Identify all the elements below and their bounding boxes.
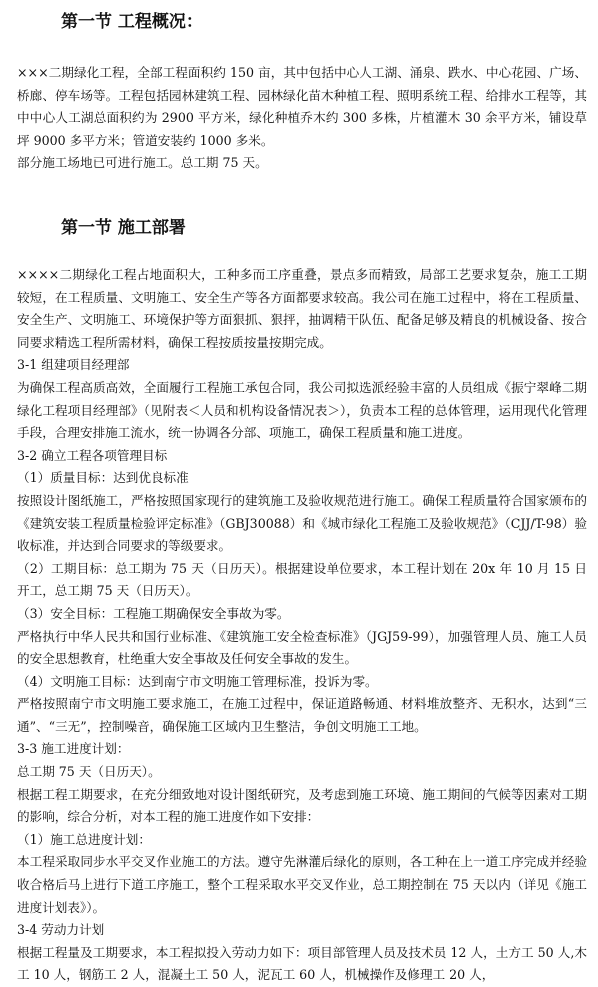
list-item: （1）施工总进度计划： bbox=[17, 831, 151, 847]
paragraph: 根据工程工期要求，在充分细致地对设计图纸研究，及考虑到施工环境、施工期间的气候等因素对工期的影响，综合分析，对本工程的施工进度作如下安排： bbox=[17, 786, 587, 825]
list-item: （1）质量目标：达到优良标准 bbox=[17, 470, 189, 486]
paragraph: 本工程采取同步水平交叉作业施工的方法。遵守先淋灌后绿化的原则，各工种在上一道工序完成并经验收合格后马上进行下道工序施工，整个工程采取水平交叉作业，总工期控制在 75 天以内（详见《施工进度计划表》）。 bbox=[17, 854, 587, 915]
paragraph: 总工期 75 天（日历天）。 bbox=[17, 764, 161, 780]
paragraph: 严格执行中华人民共和国行业标准、《建筑施工安全检查标准》（JGJ59-99），加强管理人员、施工人员的安全思想教育，杜绝重大安全事故及任何安全事故的发生。 bbox=[17, 628, 587, 667]
list-item: （4）文明施工目标：达到南宁市文明施工管理标准，投诉为零。 bbox=[17, 673, 378, 689]
paragraph: ××××二期绿化工程占地面积大，工种多而工序重叠，景点多而精致，局部工艺要求复杂，施工工期较短，在工程质量、文明施工、安全生产等各方面都要求较高。我公司在施工过程中，将在工程质量、安全生产、文明施工、环境保护等方面狠抓、狠抨，抽调精干队伍、配备足够及精良的机械设备、按合同要求精选工程所需材料，确保工程按质按量按期完成。 bbox=[17, 267, 587, 350]
paragraph: ×××二期绿化工程，全部工程面积约 150 亩，其中包括中心人工湖、涌泉、跌水、中心花园、广场、桥廊、停车场等。工程包括园林建筑工程、园林绿化苗木种植工程、照明系统工程、给排水工程等，其中中心人工湖总面积约为 2900 平方米，绿化种植乔木约 300 多株，片植灌木 30 余平方米，铺设草坪 9000 多平方米；管道安装约 1000 多米。 bbox=[17, 65, 587, 148]
paragraph: 按照设计图纸施工，严格按照国家现行的建筑施工及验收规范进行施工。确保工程质量符合国家颁布的《建筑安装工程质量检验评定标准》（GBJ30088）和《城市绿化工程施工及验收规范》（CJJ/T-98）验收标准，并达到合同要求的等级要求。 bbox=[17, 492, 587, 554]
paragraph: 根据工程量及工期要求，本工程拟投入劳动力如下：项目部管理人员及技术员 12 人，土方工 50 人,木工 10 人，钢筋工 2 人，混凝土工 50 人，泥瓦工 60 人，机械操作及修理工 20 人， bbox=[17, 944, 587, 983]
subheading: 3-1 组建项目经理部 bbox=[17, 357, 130, 373]
section-deployment-body bbox=[17, 264, 587, 987]
paragraph: 部分施工场地已可进行施工。总工期 75 天。 bbox=[17, 155, 268, 171]
list-item: （2）工期目标：总工期为 75 天（日历天）。根据建设单位要求，本工程计划在 20x 年 10 月 15 日开工，总工期 75 天（日历天）。 bbox=[17, 560, 587, 599]
section-overview-body bbox=[17, 62, 587, 175]
section-heading-overview: 第一节 工程概况： bbox=[61, 12, 203, 32]
subheading: 3-3 施工进度计划： bbox=[17, 741, 130, 757]
subheading: 3-4 劳动力计划 bbox=[17, 922, 105, 938]
paragraph: 为确保工程高质高效，全面履行工程施工承包合同，我公司拟选派经验丰富的人员组成《振宁翠峰二期绿化工程项目经理部》（见附表＜人员和机构设备情况表＞），负责本工程的总体管理，运用现代化管理手段，合理安排施工流水，统一协调各分部、项施工，确保工程质量和施工进度。 bbox=[17, 379, 587, 441]
section-heading-deployment: 第一节 施工部署 bbox=[61, 218, 186, 238]
list-item: （3）安全目标：工程施工期确保安全事故为零。 bbox=[17, 605, 290, 621]
paragraph: 严格按照南宁市文明施工要求施工，在施工过程中，保证道路畅通、材料堆放整齐、无积水，达到“三通”、“三无”，控制噪音，确保施工区域内卫生整洁，争创文明施工工地。 bbox=[17, 696, 587, 734]
subheading: 3-2 确立工程各项管理目标 bbox=[17, 447, 168, 463]
